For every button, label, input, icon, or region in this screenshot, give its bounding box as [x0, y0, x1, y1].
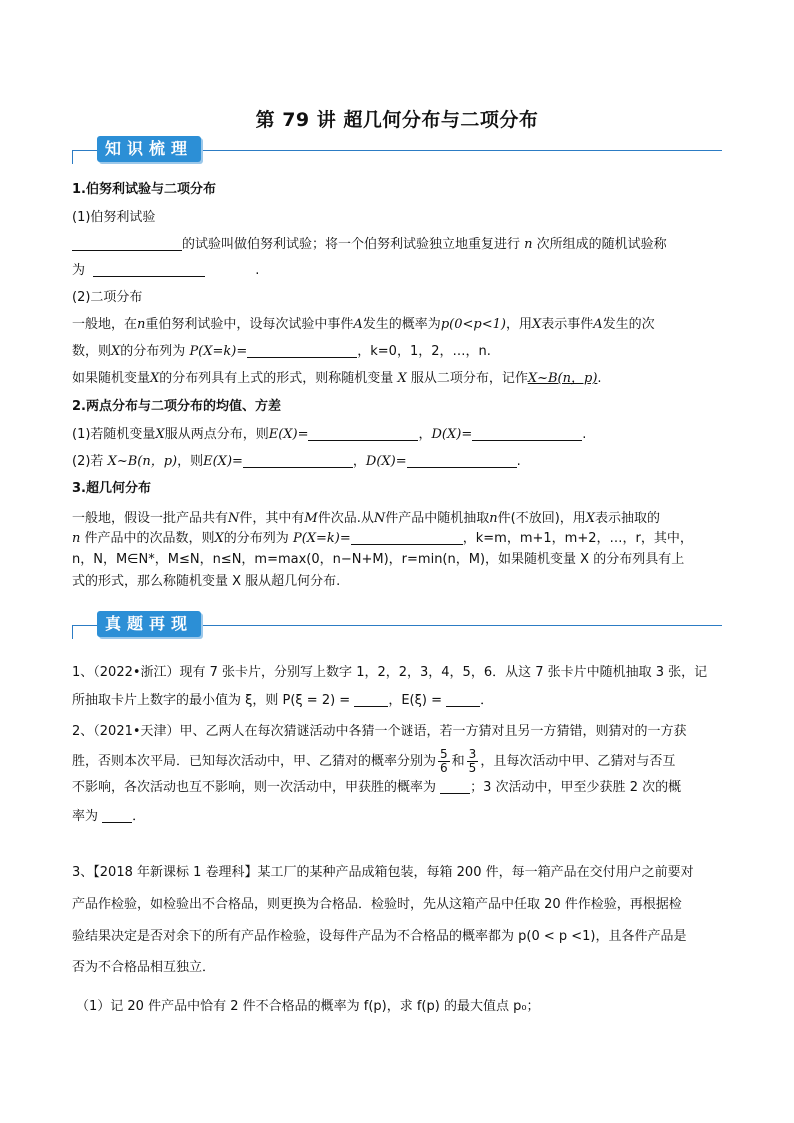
paragraph-bernoulli-def-cont: 为 . — [72, 263, 260, 278]
question-3-line-3: 验结果决定是否对余下的所有产品作检验，设每件产品为不合格品的概率都为 p(0 < p <1)，且各件产品是 — [72, 929, 687, 944]
subheading-bernoulli: (1)伯努利试验 — [72, 210, 156, 225]
page-title: 第 79 讲 超几何分布与二项分布 — [255, 109, 539, 131]
paragraph-hypergeometric-4: 式的形式，那么称随机变量 X 服从超几何分布. — [72, 574, 341, 589]
fill-blank[interactable] — [93, 262, 205, 277]
question-3-part-1: （1）记 20 件产品中恰有 2 件不合格品的概率为 f(p)，求 f(p) 的最大值点 p₀； — [76, 999, 540, 1014]
section-header-knowledge — [72, 136, 722, 166]
question-2-line-4: 率为 ． — [72, 809, 146, 824]
fill-blank[interactable] — [446, 692, 480, 707]
section-tag: 知识梳理 — [97, 136, 201, 162]
paragraph-hypergeometric-3: n，N，M∈N*，M≤N，n≤N，m=max(0，n−N+M)，r=min(n，M)，如果随机变量 X 的分布列具有上 — [72, 552, 685, 567]
fraction-3-5: $\frac{3}{5}$ — [468, 747, 477, 775]
question-1-line-1: 1、（2022•浙江）现有 7 张卡片，分别写上数字 1，2，2，3，4，5，6．从这 7 张卡片中随机抽取 3 张，记 — [72, 665, 708, 680]
paragraph-hypergeometric-1: 一般地，假设一批产品共有N件，其中有M件次品.从N件产品中随机抽取n件(不放回)，用X表示抽取的 — [72, 511, 661, 526]
fill-blank[interactable] — [472, 426, 582, 441]
paragraph-binomial-def: 一般地，在n重伯努利试验中，设每次试验中事件A发生的概率为p(0<p<1)，用X表示事件A发生的次 — [72, 317, 655, 332]
question-1-line-2: 所抽取卡片上数字的最小值为 ξ，则 P(ξ = 2) = ，E(ξ) = ． — [72, 693, 494, 708]
fill-blank[interactable] — [407, 453, 517, 468]
paragraph-bernoulli-def: 的试验叫做伯努利试验；将一个伯努利试验独立地重复进行 n 次所组成的随机试验称 — [72, 236, 667, 254]
section-header-past-exams — [72, 611, 722, 641]
section-bracket — [72, 150, 85, 164]
paragraph-two-point: (1)若随机变量X服从两点分布，则E(X)= ，D(X)= . — [72, 427, 587, 442]
paragraph-binomial-dist: 数，则X的分布列为 P(X=k)= ，k=0，1，2，…，n. — [72, 344, 491, 359]
question-2-line-2: 胜，否则本次平局．已知每次活动中，甲、乙猜对的概率分别为 $\frac{5}{6}$ 和 $\frac{3}{5}$ ，且每次活动中甲、乙猜对与否互 — [72, 747, 676, 775]
subheading-binomial: (2)二项分布 — [72, 290, 143, 305]
heading-bernoulli-binomial: 1.伯努利试验与二项分布 — [72, 182, 216, 197]
question-3-line-4: 否为不合格品相互独立． — [72, 960, 216, 975]
question-3-line-1: 3、【2018 年新课标 1 卷理科】某工厂的某种产品成箱包装，每箱 200 件，每一箱产品在交付用户之前要对 — [72, 865, 694, 880]
section-tag: 真题再现 — [97, 611, 201, 637]
fill-blank[interactable] — [243, 453, 353, 468]
fraction-5-6: $\frac{5}{6}$ — [440, 747, 448, 775]
fill-blank[interactable] — [72, 236, 182, 251]
heading-hypergeometric: 3.超几何分布 — [72, 481, 151, 496]
question-3-line-2: 产品作检验，如检验出不合格品，则更换为合格品．检验时，先从这箱产品中任取 20 件作检验，再根据检 — [72, 897, 682, 912]
paragraph-hypergeometric-2: n 件产品中的次品数，则X的分布列为 P(X=k)= ，k=m，m+1，m+2，…，r，其中， — [72, 531, 693, 546]
fill-blank[interactable] — [247, 343, 357, 358]
fill-blank[interactable] — [354, 692, 388, 707]
fill-blank[interactable] — [308, 426, 418, 441]
heading-mean-variance: 2.两点分布与二项分布的均值、方差 — [72, 399, 281, 414]
question-2-line-1: 2、（2021•天津）甲、乙两人在每次猜谜活动中各猜一个谜语，若一方猜对且另一方猜错，则猜对的一方获 — [72, 724, 687, 739]
paragraph-binomial-mean: (2)若 X~B(n，p)，则E(X)= ，D(X)= . — [72, 454, 521, 469]
paragraph-binomial-notation: 如果随机变量X的分布列具有上式的形式，则称随机变量 X 服从二项分布，记作X~B(n，p). — [72, 371, 602, 386]
fill-blank[interactable] — [440, 779, 470, 794]
section-bracket — [72, 625, 85, 639]
fill-blank[interactable] — [102, 808, 132, 823]
fill-blank[interactable] — [351, 530, 463, 545]
question-2-line-3: 不影响，各次活动也互不影响，则一次活动中，甲获胜的概率为 ；3 次活动中，甲至少获胜 2 次的概 — [72, 780, 682, 795]
